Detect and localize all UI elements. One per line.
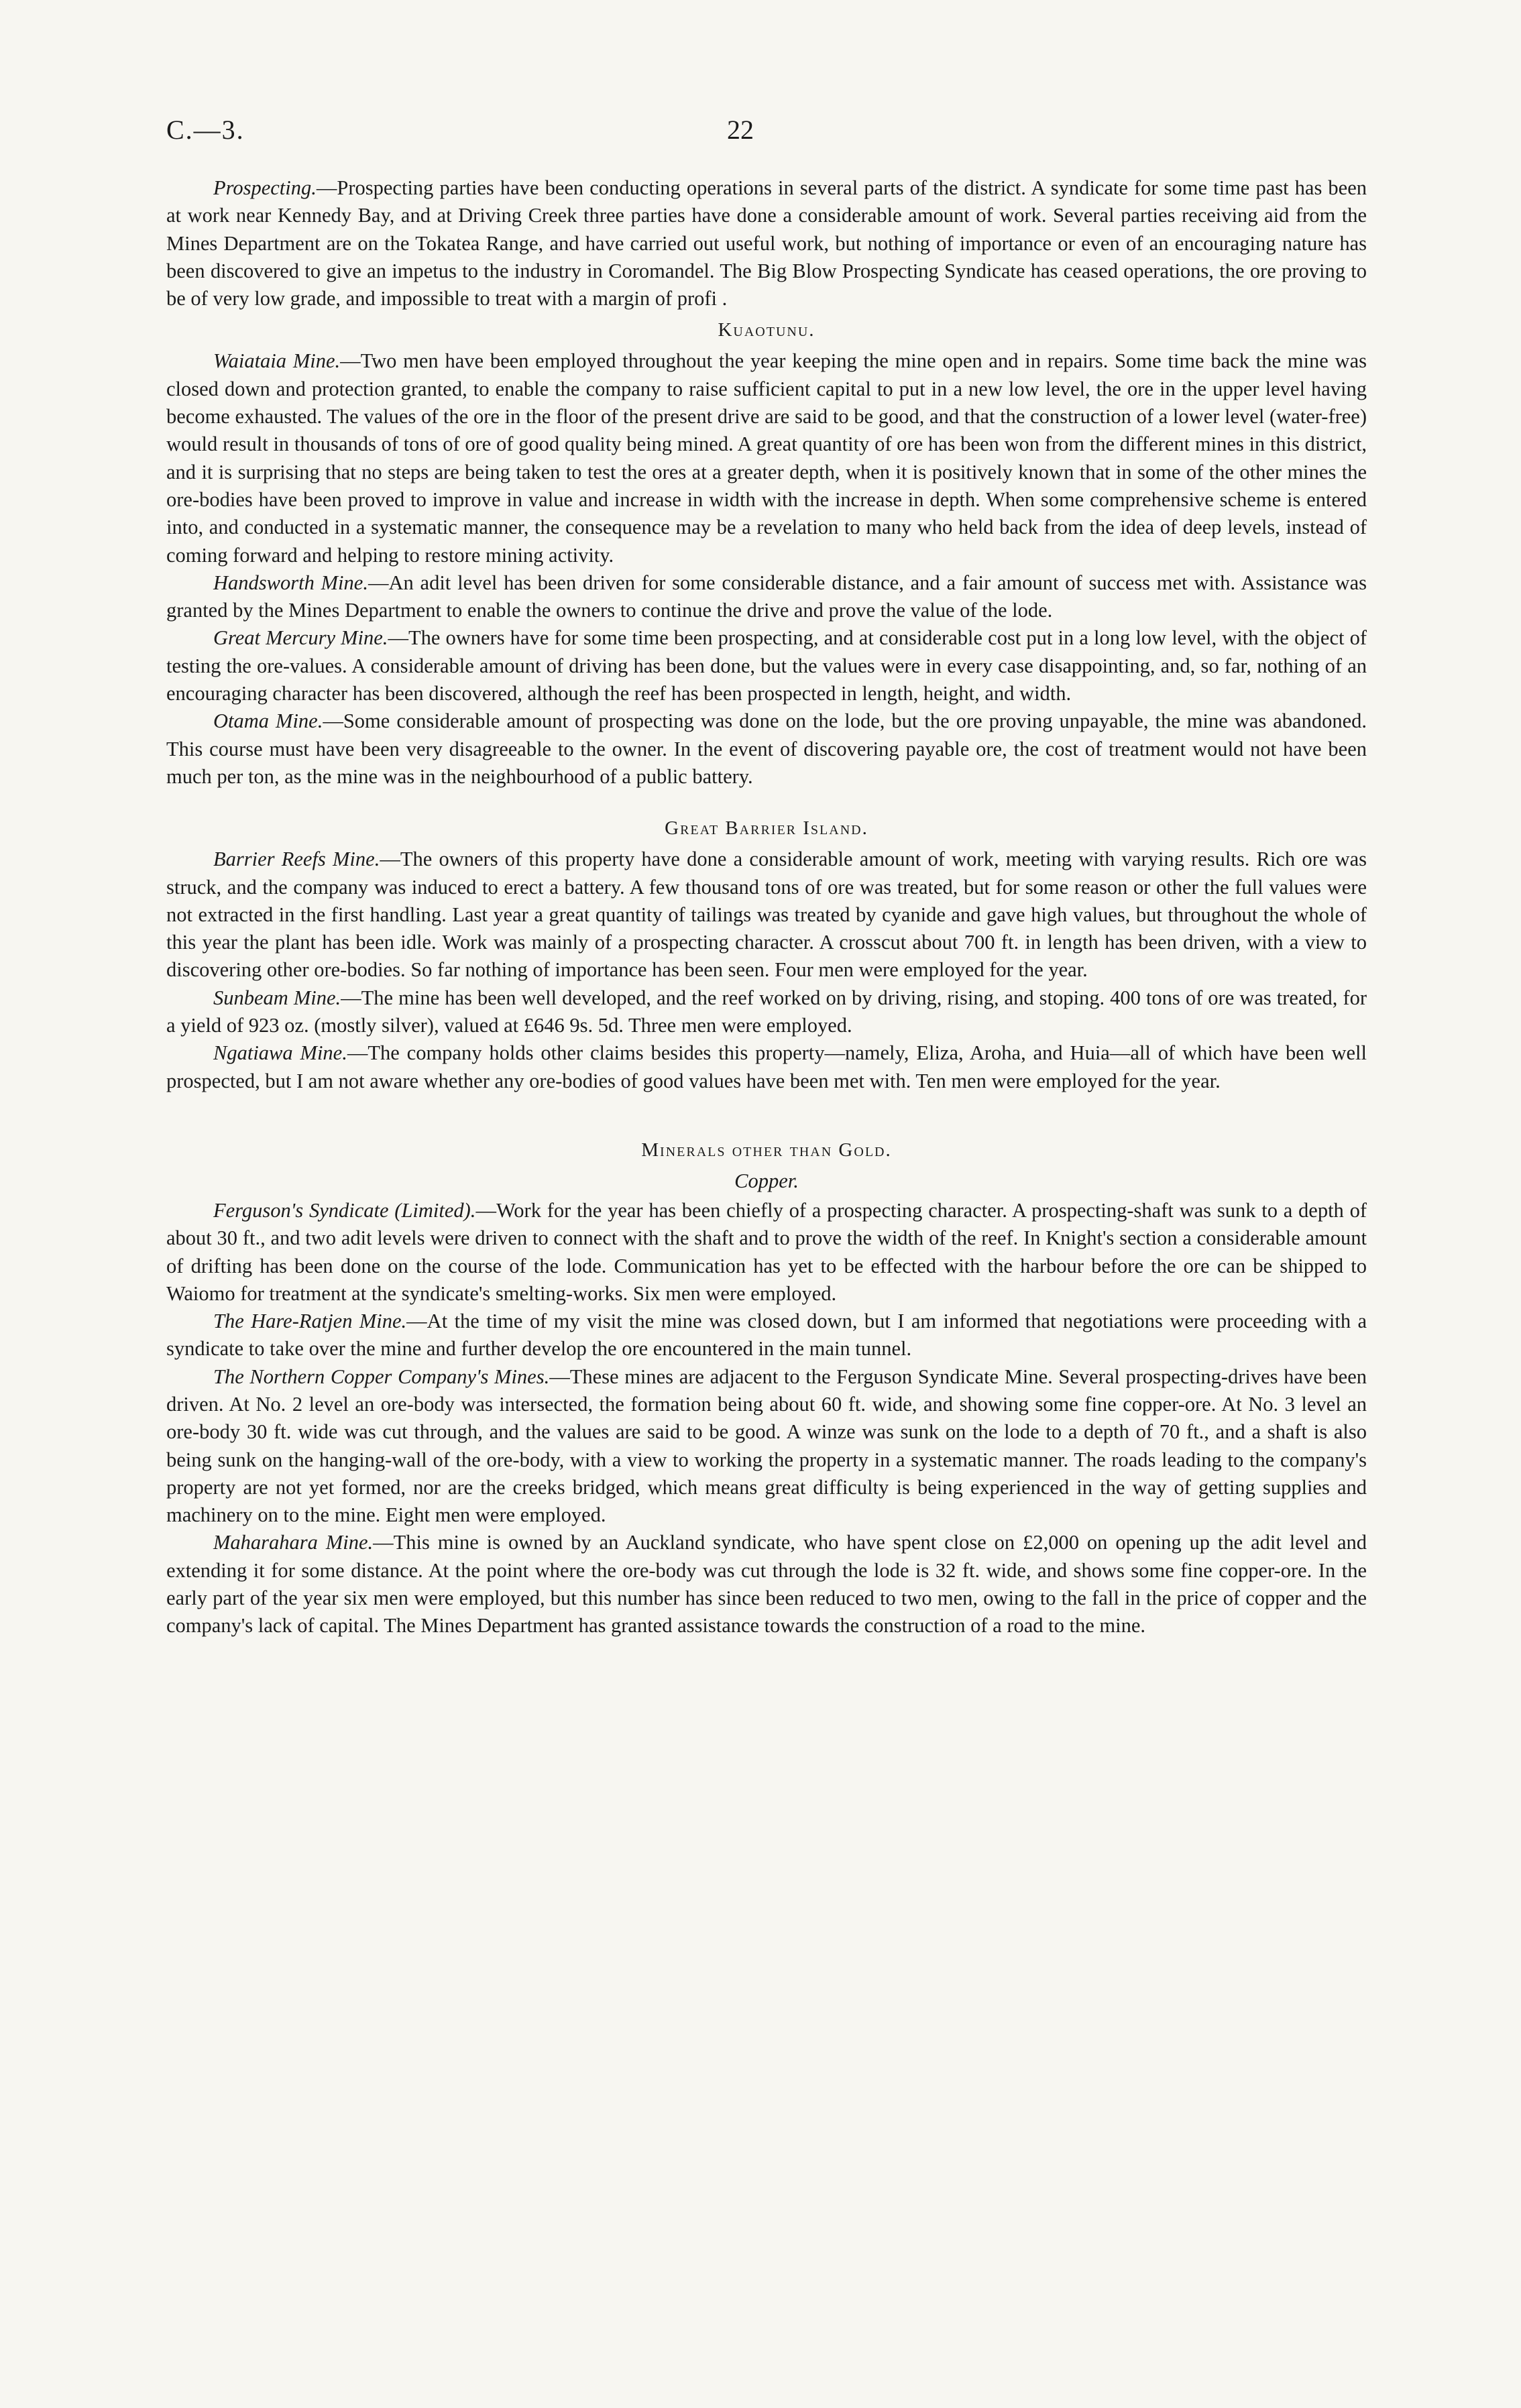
paragraph-handsworth-mine <box>166 569 1367 625</box>
paragraph-lead: The Hare-Ratjen Mine. <box>213 1310 407 1333</box>
paragraph-lead: Great Mercury Mine. <box>213 626 388 650</box>
paragraph-text: —Prospecting parties have been conducting operations in several parts of the district. A syndicate for some time past has been at work near Kennedy Bay, and at Driving Creek three parties have done a considerable amount of work. Several parties receiving aid from the Mines Department are on the Tokatea Range, and have carried out useful work, but nothing of importance or even of an encouraging nature has been discovered to give an impetus to the industry in Coromandel. The Big Blow Prospecting Syndicate has ceased operations, the ore proving to be of very low grade, and impossible to treat with a margin of profi . <box>166 176 1367 310</box>
paragraph-lead: Otama Mine. <box>213 709 323 733</box>
paragraph-hare-ratjen-mine <box>166 1308 1367 1363</box>
paragraph-ngatiawa-mine <box>166 1039 1367 1095</box>
document-page <box>166 114 1367 1640</box>
paragraph-lead: Prospecting. <box>213 176 317 199</box>
paragraph-text: —The mine has been well developed, and the reef worked on by driving, rising, and stoping. 400 tons of ore was treated, for a yield of 923 oz. (mostly silver), valued at £646 9s. 5d. Three men were employed. <box>166 986 1367 1037</box>
paragraph-text: —Work for the year has been chiefly of a prospecting character. A prospecting-shaft was sunk to a depth of about 30 ft., and two adit levels were driven to connect with the shaft and to prove the width of the reef. In Knight's section a considerable amount of drifting has been done on the course of the lode. Communication has yet to be effected with the harbour before the ore can be shipped to Waiomo for treatment at the syndicate's smelting-works. Six men were employed. <box>166 1198 1367 1305</box>
section-spacer <box>166 1095 1367 1133</box>
running-head <box>166 114 1367 161</box>
paragraph-lead: Barrier Reefs Mine. <box>213 848 380 871</box>
paragraph-maharahara-mine <box>166 1529 1367 1640</box>
paragraph-lead: Ferguson's Syndicate (Limited). <box>213 1198 476 1222</box>
paragraph-text: —The owners of this property have done a considerable amount of work, meeting with varying results. Rich ore was struck, and the company was induced to erect a battery. A few thousand tons of ore was treated, but for some reason or other the full values were not extracted in the first handling. Last year a great quantity of tailings was treated by cyanide and gave high values, but throughout the whole of this year the plant has been idle. Work was mainly of a prospecting character. A crosscut about 700 ft. in length has been driven, with a view to discovering other ore-bodies. So far nothing of importance has been seen. Four men were employed for the year. <box>166 848 1367 982</box>
paragraph-otama-mine <box>166 707 1367 791</box>
paragraph-lead: Waiataia Mine. <box>213 349 341 373</box>
paragraph-text: —Two men have been employed throughout the year keeping the mine open and in repairs. Some time back the mine was closed down and protection granted, to enable the company to raise sufficient capital to put in a new low level, the ore in the upper level having become exhausted. The values of the ore in the floor of the present drive are said to be good, and that the construction of a lower level (water-free) would result in thousands of tons of ore of good quality being mined. A great quantity of ore has been won from the different mines in this district, and it is surprising that no steps are being taken to test the ores at a greater depth, when it is positively known that in some of the other mines the ore-bodies have been proved to improve in value and increase in width with the increase in depth. When some comprehensive scheme is entered into, and conducted in a systematic manner, the consequence may be a revelation to many who held back from the idea of deep levels, instead of coming forward and helping to restore mining activity. <box>166 349 1367 567</box>
section-heading-minerals-other-than-gold: Minerals other than Gold. <box>641 1139 892 1161</box>
paragraph-northern-copper-company <box>166 1363 1367 1530</box>
section-heading-great-barrier-island: Great Barrier Island. <box>665 817 868 840</box>
paragraph-sunbeam-mine <box>166 984 1367 1040</box>
paragraph-lead: Handsworth Mine. <box>213 571 368 594</box>
document-reference: C.—3. <box>166 115 245 145</box>
paragraph-text: —The owners have for some time been prospecting, and at considerable cost put in a long low level, with the object of testing the ore-values. A considerable amount of driving has been done, but the values were in every case disappointing, and, so far, nothing of an encouraging character has been discovered, although the reef has been prospected in length, height, and width. <box>166 626 1367 705</box>
paragraph-text: —Some considerable amount of prospecting was done on the lode, but the ore proving unpayable, the mine was abandoned. This course must have been very disagreeable to the owner. In the event of discovering payable ore, the cost of treatment would not have been much per ton, as the mine was in the neighbourhood of a public battery. <box>166 709 1367 788</box>
paragraph-barrier-reefs-mine <box>166 846 1367 984</box>
paragraph-prospecting <box>166 174 1367 312</box>
section-spacer <box>166 791 1367 811</box>
paragraph-lead: Maharahara Mine. <box>213 1531 374 1554</box>
paragraph-lead: Sunbeam Mine. <box>213 986 341 1009</box>
paragraph-fergusons-syndicate <box>166 1197 1367 1308</box>
paragraph-text: —The company holds other claims besides this property—namely, Eliza, Aroha, and Huia—all of which have been well prospected, but I am not aware whether any ore-bodies of good values have been met with. Ten men were employed for the year. <box>166 1041 1367 1092</box>
subheading-copper: Copper. <box>734 1169 799 1192</box>
paragraph-text: —An adit level has been driven for some considerable distance, and a fair amount of success met with. Assistance was granted by the Mines Department to enable the owners to continue the drive and prove the value of the lode. <box>166 571 1367 622</box>
paragraph-lead: The Northern Copper Company's Mines. <box>213 1365 550 1388</box>
paragraph-great-mercury-mine <box>166 624 1367 707</box>
page-number: 22 <box>727 115 754 145</box>
paragraph-text: —These mines are adjacent to the Ferguson Syndicate Mine. Several prospecting-drives have been driven. At No. 2 level an ore-body was intersected, the formation being about 60 ft. wide, and showing some fine copper-ore. At No. 3 level an ore-body 30 ft. wide was cut through, and the values are said to be good. A winze was sunk on the lode to a depth of 70 ft., and a shaft is also being sunk on the hanging-wall of the ore-body, with a view to working the property in a systematic manner. The roads leading to the company's property are not yet formed, nor are the creeks bridged, which means great difficulty is being experienced in the way of getting supplies and machinery on to the mine. Eight men were employed. <box>166 1365 1367 1527</box>
paragraph-waiataia-mine <box>166 347 1367 569</box>
paragraph-text: —At the time of my visit the mine was closed down, but I am informed that negotiations were proceeding with a syndicate to take over the mine and further develop the ore encountered in the main tunnel. <box>166 1310 1367 1361</box>
paragraph-lead: Ngatiawa Mine. <box>213 1041 347 1065</box>
paragraph-text: —This mine is owned by an Auckland syndicate, who have spent close on £2,000 on opening up the adit level and extending it for some distance. At the point where the ore-body was cut through the lode is 32 ft. wide, and shows some fine copper-ore. In the early part of the year six men were employed, but this number has since been reduced to two men, owing to the fall in the price of copper and the company's lack of capital. The Mines Department has granted assistance towards the construction of a road to the mine. <box>166 1531 1367 1638</box>
section-heading-kuaotunu: Kuaotunu. <box>718 319 815 341</box>
